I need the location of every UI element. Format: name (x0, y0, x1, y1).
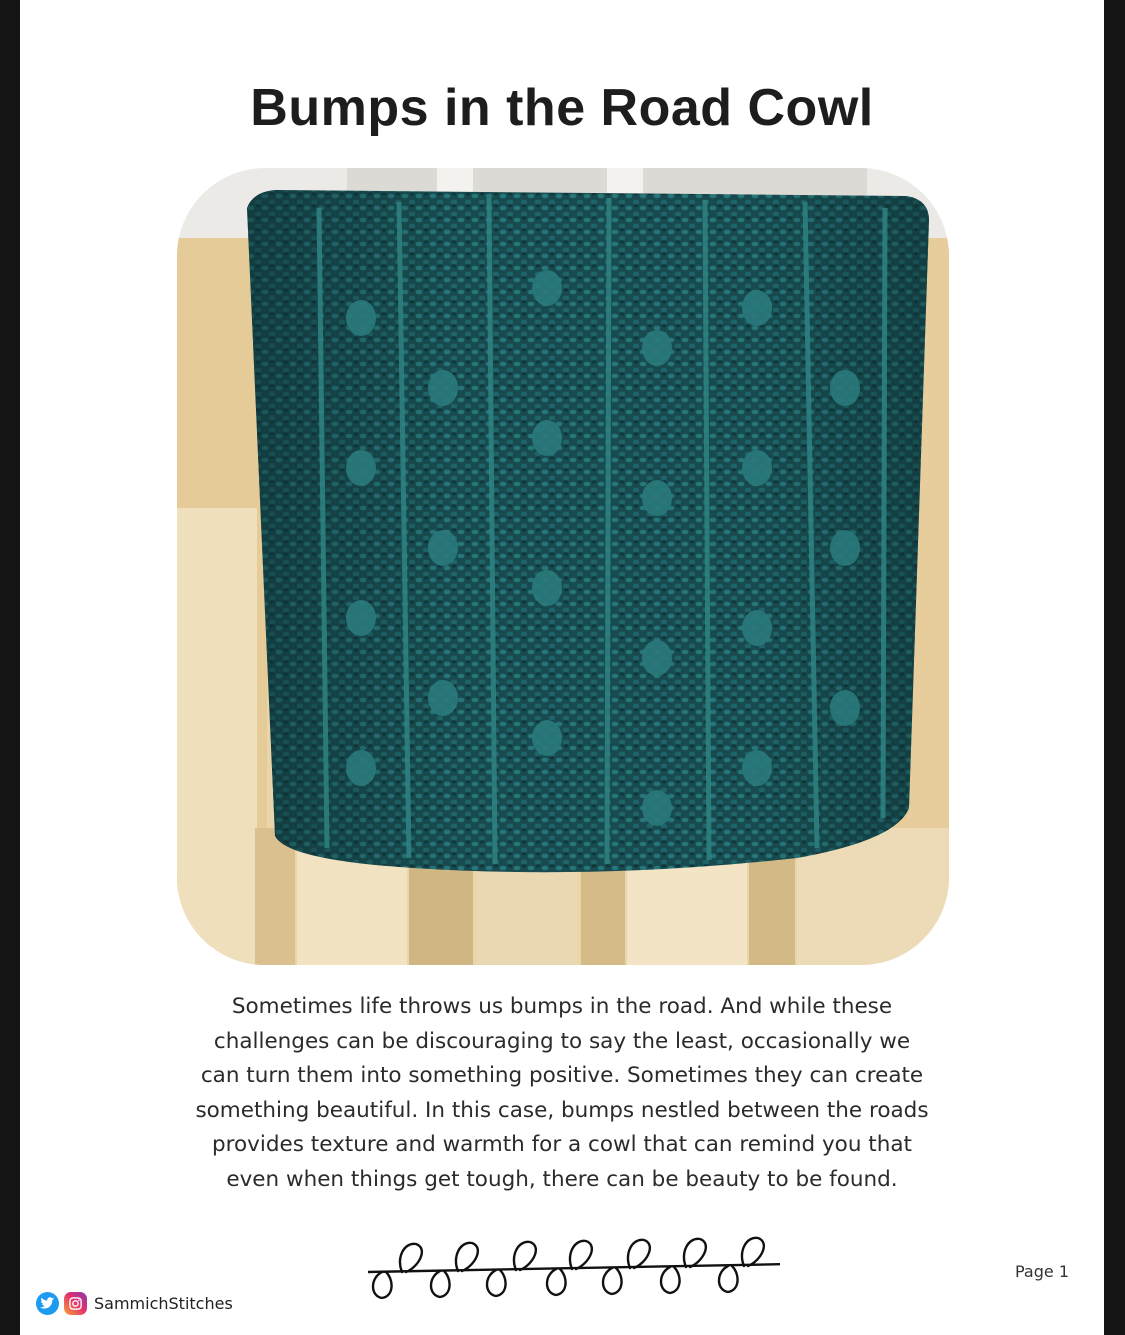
social-handle[interactable]: SammichStitches (94, 1294, 233, 1313)
description-line: Sometimes life throws us bumps in the road. And while these (231, 994, 893, 1019)
social-footer (36, 1292, 233, 1315)
loop-vine-divider (340, 1228, 780, 1308)
cowl-photo (177, 168, 949, 965)
description-line: something beautiful. In this case, bumps nestled between the roads (195, 1097, 929, 1123)
pattern-page (20, 0, 1104, 1335)
cowl-photo-illustration (177, 168, 949, 965)
description-line: can turn them into something positive. Sometimes they can create (200, 1063, 924, 1089)
twitter-icon[interactable] (36, 1292, 59, 1315)
pattern-description (132, 990, 992, 1198)
description-line: even when things get tough, there can be beauty to be found. (226, 1166, 898, 1192)
instagram-icon[interactable] (64, 1292, 87, 1315)
twitter-bird-glyph (40, 1297, 55, 1310)
page-number: Page 1 (1015, 1262, 1069, 1281)
description-line: provides texture and warmth for a cowl that can remind you that (212, 1132, 912, 1158)
instagram-camera-glyph (68, 1296, 83, 1311)
page-title: Bumps in the Road Cowl (250, 79, 874, 137)
description-line: challenges can be discouraging to say the least, occasionally we (213, 1028, 911, 1054)
